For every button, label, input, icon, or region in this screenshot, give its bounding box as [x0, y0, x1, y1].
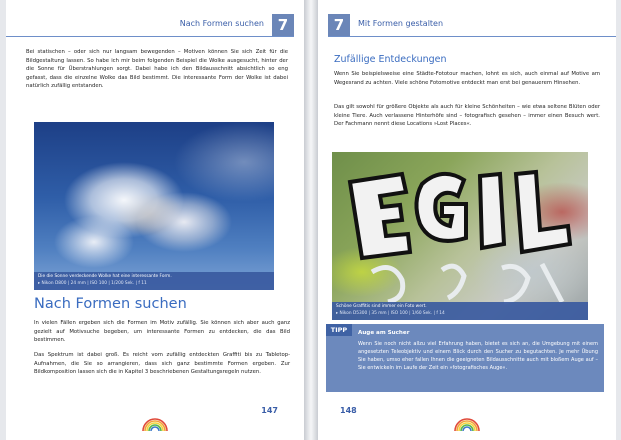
- page-number: 148: [340, 406, 357, 415]
- photo-caption-text: Die die Sonne verdeckende Wolke hat eine interessante Form.: [38, 274, 172, 280]
- chapter-number-badge: 7: [272, 14, 294, 36]
- tip-box: [326, 324, 604, 392]
- photo-caption-text: Schöne Graffitis sind immer ein Foto wert.: [336, 304, 427, 310]
- section-paragraph-1: Wenn Sie beispielsweise eine Städte-Fototour machen, lohnt es sich, auch einmal auf Motive am Wegesrand zu achten. Viele schöne Fotomotive entdeckt man erst bei genauerem Hinsehen.: [334, 71, 600, 86]
- section-heading: Nach Formen suchen: [34, 296, 187, 312]
- graffiti-photo: [332, 152, 588, 320]
- tip-label: TIPP: [326, 324, 352, 336]
- right-page: [318, 0, 616, 440]
- page-number: 147: [261, 406, 278, 415]
- cloud-photo: [34, 122, 274, 290]
- section-paragraph-1: In vielen Fällen ergeben sich die Formen im Motiv zufällig. Sie können sich aber auch ganz gezielt auf Motivsuche begeben, um interessante Formen zu entdecken, die das Bild bestimmen.: [34, 320, 290, 344]
- photo-caption: [34, 272, 274, 290]
- chapter-header: [328, 14, 616, 37]
- left-page: [6, 0, 304, 440]
- chapter-number-badge: 7: [328, 14, 350, 36]
- photo-exif: ▸ Nikon D5300 | 35 mm | ISO 100 | 1/60 Sek. | f 14: [336, 310, 445, 316]
- graffiti-letters-icon: [332, 152, 588, 320]
- chapter-title: Mit Formen gestalten: [358, 19, 444, 28]
- chapter-title: Nach Formen suchen: [179, 19, 264, 28]
- rainbow-logo-icon: [140, 416, 170, 432]
- photo-caption: [332, 302, 588, 320]
- tip-title: Auge am Sucher: [358, 330, 410, 336]
- intro-paragraph: Bei statischen – oder sich nur langsam bewegenden – Motiven können Sie sich Zeit für die Bildgestaltung lassen. So habe ich mir beim folgenden Beispiel die Wolke ausgesucht, hinter der die Sonne für Überstrahlungen sorgt. Dabei habe ich den Bildausschnitt absichtlich so eng gefasst, dass die einzelne Wolke das Bild bestimmt. Die interessante Form der Wolke ist dabei natürlich zufällig entstanden.: [26, 49, 288, 90]
- photo-exif: ▸ Nikon D800 | 24 mm | ISO 100 | 1/200 Sek. | f 11: [38, 280, 147, 286]
- tip-text: Wenn Sie noch nicht allzu viel Erfahrung haben, bietet es sich an, die Umgebung mit einem angesetzten Teleobjektiv und einem Blick durch den Sucher zu begutachten. Je mehr Übung Sie haben, umso eher fallen Ihnen die geeigneten Bildausschnitte auch mit bloßem Auge auf – Sie entwickeln im Laufe der Zeit ein »fotografisches Auge«.: [358, 341, 598, 371]
- section-paragraph-2: Das gilt sowohl für größere Objekte als auch für kleine Schönheiten – wie etwa seltene Blüten oder kleine Tiere. Auch verlassene Hinterhöfe sind – fotografisch gesehen – immer einen Besuch wert. Der Fachmann nennt diese Locations »Lost Places«.: [334, 104, 600, 128]
- rainbow-logo-icon: [452, 416, 482, 432]
- section-heading: Zufällige Entdeckungen: [334, 54, 447, 65]
- book-gutter: [304, 0, 318, 440]
- chapter-header: [6, 14, 294, 37]
- section-paragraph-2: Das Spektrum ist dabei groß. Es reicht vom zufällig entdeckten Graffiti bis zu Tabletop-Aufnahmen, die Sie so arrangieren, dass sich ganz bestimmte Formen ergeben. Zur Bildkomposition lassen sich die in Kapitel 3 beschriebenen Gestaltungsregeln nutzen.: [34, 352, 290, 376]
